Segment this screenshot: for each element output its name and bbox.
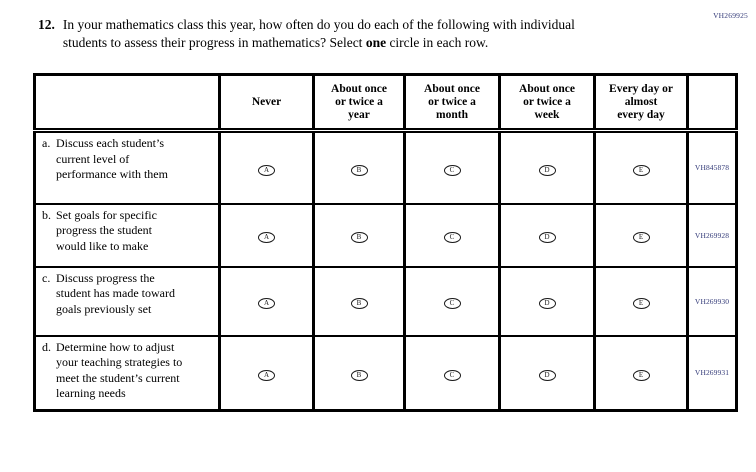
row-stem (35, 131, 220, 204)
col-header-once-twice-year (314, 75, 405, 131)
col-header-line: About once (331, 82, 387, 95)
option-circle-once-twice-month[interactable]: C (444, 370, 461, 381)
col-header-line: About once (519, 82, 575, 95)
option-cell (314, 336, 405, 411)
row-letter: b. (42, 207, 51, 222)
option-circle-once-twice-year[interactable]: B (351, 370, 368, 381)
row-letter: c. (42, 270, 51, 285)
option-circle-once-twice-month[interactable]: C (444, 165, 461, 176)
row-stem-text: Determine how to adjust your teaching strategies to meet the student’s current learning needs (56, 339, 183, 400)
option-cell (500, 204, 595, 267)
option-circle-never[interactable]: A (258, 298, 275, 309)
col-header-line: About once (424, 82, 480, 95)
row-stem-text: Discuss each student’s current level of performance with them (56, 136, 168, 181)
question-text-start: In your mathematics class this year, how often do you do each of the following with individual students to assess their progress in mathematics? Select (62, 17, 575, 50)
frequency-matrix-table (33, 73, 738, 412)
row-code: VH269931 (688, 336, 737, 411)
option-circle-every-day[interactable]: E (633, 298, 650, 309)
option-cell (405, 131, 500, 204)
option-cell (405, 204, 500, 267)
stub-header-cell (35, 75, 220, 131)
col-header-line: Every day or (609, 82, 673, 95)
col-header-line: or twice a (335, 95, 383, 108)
col-header-line: almost (624, 95, 658, 108)
row-letter: d. (42, 339, 51, 354)
question-block (38, 0, 756, 52)
form-code: VH269925 (713, 11, 748, 20)
option-cell (314, 131, 405, 204)
option-circle-every-day[interactable]: E (633, 370, 650, 381)
col-header-once-twice-month (405, 75, 500, 131)
row-code: VH269930 (688, 267, 737, 336)
question-number: 12. (38, 17, 55, 32)
option-cell (220, 336, 314, 411)
row-stem (35, 267, 220, 336)
col-header-line: week (534, 108, 560, 121)
col-header-line: month (436, 108, 468, 121)
code-column-header-cell (688, 75, 737, 131)
option-cell (220, 204, 314, 267)
question-text (63, 16, 615, 52)
option-cell (405, 336, 500, 411)
row-letter: a. (42, 136, 51, 150)
col-header-line: year (348, 108, 370, 121)
col-header-line: or twice a (523, 95, 571, 108)
option-circle-every-day[interactable]: E (633, 232, 650, 243)
option-circle-once-twice-week[interactable]: D (539, 370, 556, 381)
col-header-never (220, 75, 314, 131)
option-circle-once-twice-year[interactable]: B (351, 165, 368, 176)
col-header-once-twice-week (500, 75, 595, 131)
row-code: VH845878 (688, 131, 737, 204)
option-cell (595, 267, 688, 336)
col-header-line: every day (617, 108, 665, 121)
table-row-b (35, 204, 737, 267)
row-stem (35, 336, 220, 411)
col-header-line: or twice a (428, 95, 476, 108)
question-text-emphasis: one (365, 35, 387, 50)
row-stem-text: Discuss progress the student has made toward goals previously set (56, 270, 175, 316)
row-stem-text: Set goals for specific progress the student would like to make (56, 207, 157, 253)
option-circle-once-twice-year[interactable]: B (351, 298, 368, 309)
option-circle-once-twice-week[interactable]: D (539, 232, 556, 243)
option-cell (220, 131, 314, 204)
option-circle-once-twice-month[interactable]: C (444, 232, 461, 243)
option-cell (220, 267, 314, 336)
table-row-c (35, 267, 737, 336)
option-cell (595, 131, 688, 204)
option-cell (500, 131, 595, 204)
option-cell (500, 336, 595, 411)
header-row (35, 75, 737, 131)
option-cell (314, 204, 405, 267)
option-cell (595, 336, 688, 411)
option-cell (405, 267, 500, 336)
question-text-end: circle in each row. (386, 35, 489, 50)
row-stem (35, 204, 220, 267)
option-circle-never[interactable]: A (258, 165, 275, 176)
option-cell (314, 267, 405, 336)
option-circle-never[interactable]: A (258, 370, 275, 381)
option-circle-never[interactable]: A (258, 232, 275, 243)
table-row-d (35, 336, 737, 411)
col-header-line: Never (251, 95, 282, 108)
option-cell (500, 267, 595, 336)
option-cell (595, 204, 688, 267)
row-code: VH269928 (688, 204, 737, 267)
option-circle-once-twice-week[interactable]: D (539, 298, 556, 309)
option-circle-every-day[interactable]: E (633, 165, 650, 176)
table-row-a (35, 131, 737, 204)
option-circle-once-twice-month[interactable]: C (444, 298, 461, 309)
option-circle-once-twice-week[interactable]: D (539, 165, 556, 176)
option-circle-once-twice-year[interactable]: B (351, 232, 368, 243)
col-header-every-day (595, 75, 688, 131)
